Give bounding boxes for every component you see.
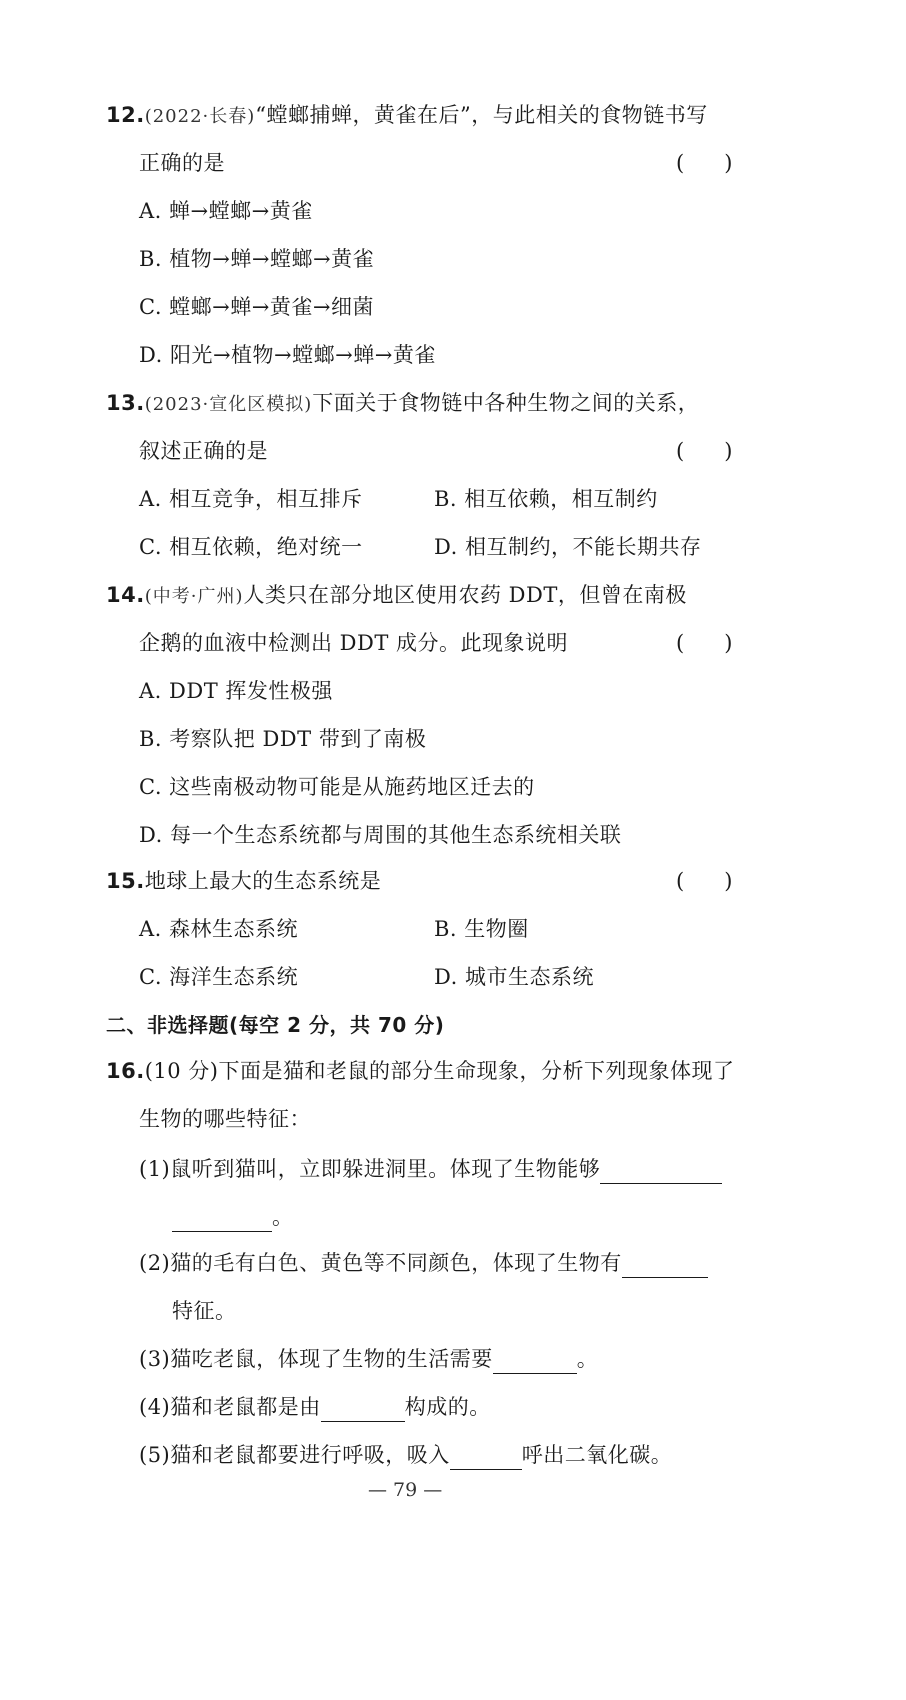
q16-sub1-end: 。	[272, 1205, 294, 1229]
q12-option-c: C. 螳螂→蝉→黄雀→细菌	[139, 295, 374, 319]
q16-sub1-line2	[172, 1202, 294, 1232]
page-number: — 79 —	[368, 1479, 443, 1501]
q13-option-b: B. 相互依赖，相互制约	[434, 487, 658, 511]
q16-sub3	[139, 1344, 598, 1374]
q13-text-line2: 叙述正确的是	[139, 439, 268, 463]
q16-sub1-text: (1)鼠听到猫叫，立即躲进洞里。体现了生物能够	[139, 1157, 601, 1181]
q13-answer-paren: ( )	[676, 439, 733, 463]
q12-number: 12.	[106, 103, 145, 127]
q16-sub2-line2: 特征。	[172, 1299, 237, 1323]
q16-sub3-blank[interactable]	[493, 1351, 577, 1374]
q16-sub3-end: 。	[576, 1347, 599, 1371]
q13-stem-line1	[106, 388, 699, 420]
q16-sub4	[139, 1392, 491, 1422]
q12-answer-paren: ( )	[676, 151, 733, 175]
q16-stem-line1	[106, 1056, 734, 1086]
q12-source: (2022·长春)	[144, 106, 256, 127]
q16-sub1-line1	[139, 1154, 722, 1184]
q16-text-line2: 生物的哪些特征：	[139, 1107, 311, 1131]
q16-sub1-blank-a[interactable]	[600, 1161, 722, 1184]
q13-option-c: C. 相互依赖，绝对统一	[139, 535, 363, 559]
q13-text-line1: 下面关于食物链中各种生物之间的关系，	[312, 391, 700, 415]
q15-option-a: A. 森林生态系统	[139, 917, 299, 941]
q15-answer-paren: ( )	[676, 869, 733, 893]
q16-sub2-blank[interactable]	[622, 1255, 708, 1278]
q15-option-b: B. 生物圈	[434, 917, 529, 941]
q16-text-line1: (10 分)下面是猫和老鼠的部分生命现象，分析下列现象体现了	[144, 1059, 735, 1083]
q16-sub3-text: (3)猫吃老鼠，体现了生物的生活需要	[139, 1347, 493, 1371]
q12-option-d: D. 阳光→植物→螳螂→蝉→黄雀	[139, 343, 436, 367]
q14-option-b: B. 考察队把 DDT 带到了南极	[139, 727, 427, 751]
q16-sub1-blank-b[interactable]	[172, 1209, 272, 1232]
q15-text-line1: 地球上最大的生态系统是	[144, 869, 382, 893]
q16-sub5-end: 呼出二氧化碳。	[521, 1443, 673, 1467]
q14-text-line1: 人类只在部分地区使用农药 DDT，但曾在南极	[243, 583, 687, 607]
q13-option-a: A. 相互竞争，相互排斥	[139, 487, 363, 511]
q16-sub2-text: (2)猫的毛有白色、黄色等不同颜色，体现了生物有	[139, 1251, 622, 1275]
q15-stem-line1	[106, 866, 381, 896]
q12-text-line2: 正确的是	[139, 151, 225, 175]
q16-number: 16.	[106, 1059, 145, 1083]
q14-number: 14.	[106, 583, 145, 607]
q15-option-c: C. 海洋生态系统	[139, 965, 299, 989]
q14-answer-paren: ( )	[676, 631, 733, 655]
q14-option-c: C. 这些南极动物可能是从施药地区迁去的	[139, 775, 535, 799]
q16-sub5	[139, 1440, 672, 1470]
q14-text-line2: 企鹅的血液中检测出 DDT 成分。此现象说明	[139, 631, 569, 655]
q16-sub2-line1	[139, 1248, 708, 1278]
section-heading: 二、非选择题(每空 2 分，共 70 分)	[106, 1013, 445, 1037]
q14-stem-line1	[106, 580, 687, 612]
q16-sub4-end: 构成的。	[404, 1395, 491, 1419]
q16-sub4-blank[interactable]	[321, 1399, 405, 1422]
q15-number: 15.	[106, 869, 145, 893]
q14-option-d: D. 每一个生态系统都与周围的其他生态系统相关联	[139, 823, 622, 847]
q13-source: (2023·宣化区模拟)	[144, 394, 313, 415]
q12-option-b: B. 植物→蝉→螳螂→黄雀	[139, 247, 375, 271]
q12-stem-line1	[106, 100, 708, 132]
q12-text-line1: “螳螂捕蝉，黄雀在后”，与此相关的食物链书写	[255, 103, 708, 127]
q16-sub5-blank[interactable]	[450, 1447, 522, 1470]
q15-option-d: D. 城市生态系统	[434, 965, 594, 989]
q13-number: 13.	[106, 391, 145, 415]
q14-source: (中考·广州)	[144, 586, 244, 607]
q16-sub4-text: (4)猫和老鼠都是由	[139, 1395, 321, 1419]
q16-sub5-text: (5)猫和老鼠都要进行呼吸，吸入	[139, 1443, 450, 1467]
q12-option-a: A. 蝉→螳螂→黄雀	[139, 199, 313, 223]
q13-option-d: D. 相互制约，不能长期共存	[434, 535, 702, 559]
q14-option-a: A. DDT 挥发性极强	[139, 679, 333, 703]
